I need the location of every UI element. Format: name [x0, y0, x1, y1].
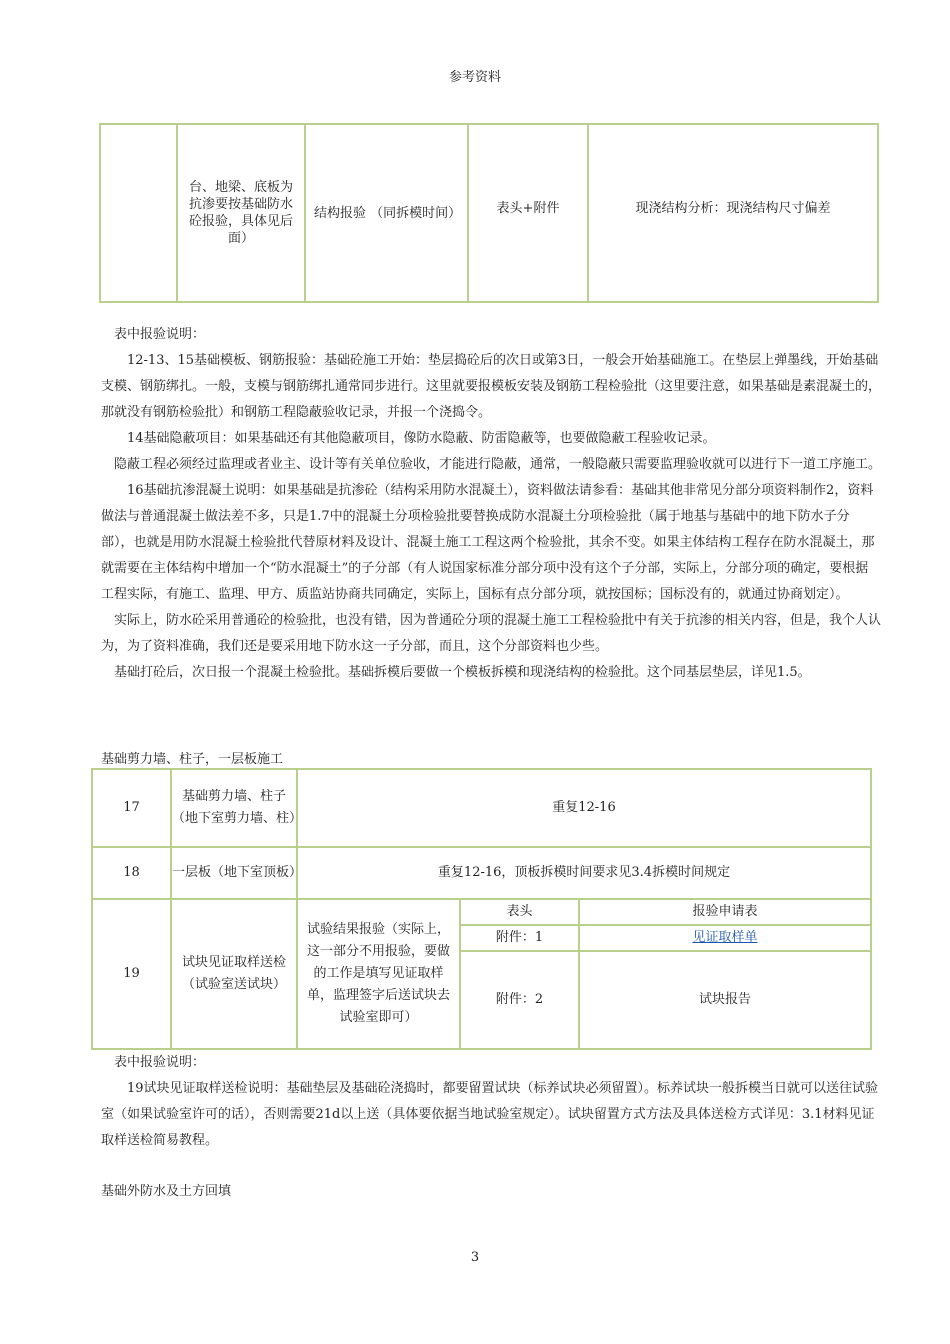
table-cell-analysis: 现浇结构分析：现浇结构尺寸偏差: [588, 124, 878, 302]
cell-header-value: 报验申请表: [579, 899, 871, 925]
table-cell-empty: [100, 124, 177, 302]
cell-attachment-label: 附件：2: [460, 951, 579, 1049]
cell-attachment-value: 试块报告: [579, 951, 871, 1049]
notes-section-2: [101, 1050, 881, 1154]
row-description: 试验结果报验（实际上，这一部分不用报验，要做的工作是填写见证取样单，监理签字后送试块去试验室即可）: [297, 899, 460, 1049]
table-walls-columns: [91, 768, 872, 1050]
table-cell-attachment: 表头+附件: [468, 124, 588, 302]
notes-title: 表中报验说明：: [114, 327, 206, 342]
row-number: 19: [92, 899, 171, 1049]
row-description: 重复12-16: [297, 769, 871, 847]
cell-header-label: 表头: [460, 899, 579, 925]
paragraph: 实际上，防水砼采用普通砼的检验批，也没有错，因为普通砼分项的混凝土施工工程检验批中有关于抗渗的相关内容，但是，我个人认为，为了资料准确，我们还是要采用地下防水这一子分部，而且，这个分部资料也少些。: [101, 613, 882, 654]
row-item: 一层板（地下室顶板）: [171, 847, 297, 899]
cell-attachment-value: [579, 925, 871, 951]
row-number: 18: [92, 847, 171, 899]
section-title: 基础外防水及土方回填: [101, 1184, 232, 1199]
paragraph: 基础打砼后，次日报一个混凝土检验批。基础拆模后要做一个模板拆模和现浇结构的检验批。这个同基层垫层，详见1.5。: [114, 665, 811, 680]
paragraph: 16基础抗渗混凝土说明：如果基础是抗渗砼（结构采用防水混凝土），资料做法请参看：基础其他非常见分部分项资料制作2，资料做法与普通混凝土做法差不多，只是1.7中的混凝土分项检验批要替换成防水混凝土分项检验批（属于地基与基础中的地下防水子分部），也就是用防水混凝土检验批代替原材料及设计、混凝土施工工程这两个检验批，其余不变。如果主体结构工程存在防水混凝土，那就需要在主体结构中增加一个“防水混凝土”的子分部（有人说国家标准分部分项中没有这个子分部，实际上，分部分项的确定，要根据工程实际，有施工、监理、甲方、质监站协商共同确定，实际上，国标有点分部分项，就按国标；国标没有的，就通过协商划定）。: [101, 483, 875, 602]
cell-attachment-label: 附件：1: [460, 925, 579, 951]
row-number: 17: [92, 769, 171, 847]
page-number: 3: [470, 1250, 480, 1265]
table-cell-inspection: 结构报验 （同拆模时间）: [305, 124, 468, 302]
section-title: 基础剪力墙、柱子，一层板施工: [101, 752, 284, 767]
row-item: 试块见证取样送检（试验室送试块）: [171, 899, 297, 1049]
table-foundation-continued: [99, 123, 879, 303]
row-item: 基础剪力墙、柱子（地下室剪力墙、柱）: [171, 769, 297, 847]
notes-section-1: [101, 322, 881, 686]
page-header: 参考资料: [448, 70, 501, 85]
paragraph: 14基础隐蔽项目：如果基础还有其他隐蔽项目，像防水隐蔽、防雷隐蔽等，也要做隐蔽工程验收记录。: [127, 431, 716, 446]
paragraph: 19试块见证取样送检说明：基础垫层及基础砼浇捣时，都要留置试块（标养试块必须留置）。标养试块一般拆模当日就可以送往试验室（如果试验室许可的话），否则需要21d以上送（具体要依据当地试验室规定）。试块留置方式方法及具体送检方式详见：3.1材料见证取样送检简易教程。: [101, 1081, 879, 1148]
paragraph: 12-13、15基础模板、钢筋报验：基础砼施工开始：垫层捣砼后的次日或第3日，一般会开始基础施工。在垫层上弹墨线，开始基础支模、钢筋绑扎。一般，支模与钢筋绑扎通常同步进行。这里就要报模板安装及钢筋工程检验批（这里要注意，如果基础是素混凝土的，那就没有钢筋检验批）和钢筋工程隐蔽验收记录，并报一个浇捣令。: [101, 353, 882, 420]
notes-title: 表中报验说明：: [114, 1055, 206, 1070]
witness-sampling-link[interactable]: 见证取样单: [692, 930, 758, 945]
row-description: 重复12-16，顶板拆模时间要求见3.4拆模时间规定: [297, 847, 871, 899]
table-cell-item: 台、地梁、底板为抗渗要按基础防水砼报验，具体见后面）: [177, 124, 305, 302]
paragraph: 隐蔽工程必须经过监理或者业主、设计等有关单位验收，才能进行隐蔽，通常，一般隐蔽只需要监理验收就可以进行下一道工序施工。: [114, 457, 882, 472]
